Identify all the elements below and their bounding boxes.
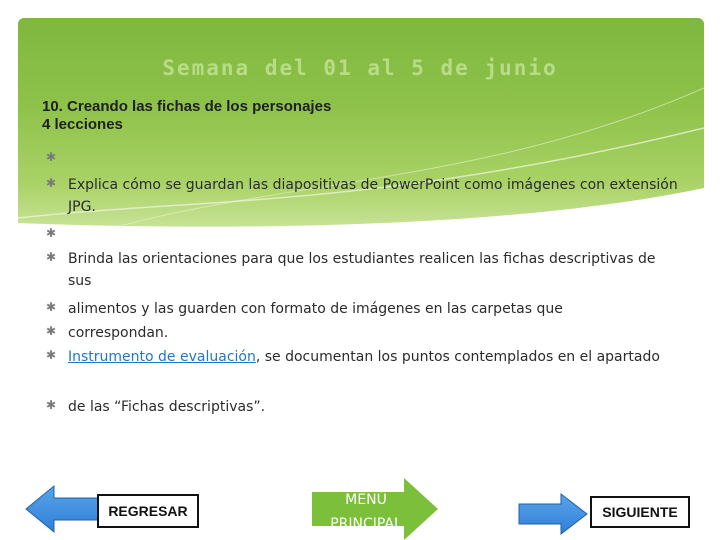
slide-title: Semana del 01 al 5 de junio [162,56,558,80]
evaluation-instrument-link[interactable]: Instrumento de evaluación [68,349,256,365]
asterisk-bullet-icon: ✱ [46,176,57,190]
back-arrow-icon[interactable] [24,484,102,534]
asterisk-bullet-icon: ✱ [46,300,57,314]
main-menu-button[interactable]: MENÚ PRINCIPAL [330,492,402,532]
asterisk-bullet-icon: ✱ [46,226,57,240]
asterisk-bullet-icon: ✱ [46,348,57,362]
subtitle-line-2: 4 lecciones [42,116,123,133]
back-button[interactable]: REGRESAR [97,494,199,528]
asterisk-bullet-icon: ✱ [46,150,57,164]
subtitle-line-1: 10. Creando las fichas de los personajes [42,98,332,115]
slide-subtitle [42,98,331,134]
asterisk-bullet-icon: ✱ [46,324,57,338]
next-arrow-icon[interactable] [517,492,589,536]
asterisk-bullet-icon: ✱ [46,250,57,264]
asterisk-bullet-icon: ✱ [46,398,57,412]
next-button[interactable]: SIGUIENTE [590,496,690,528]
